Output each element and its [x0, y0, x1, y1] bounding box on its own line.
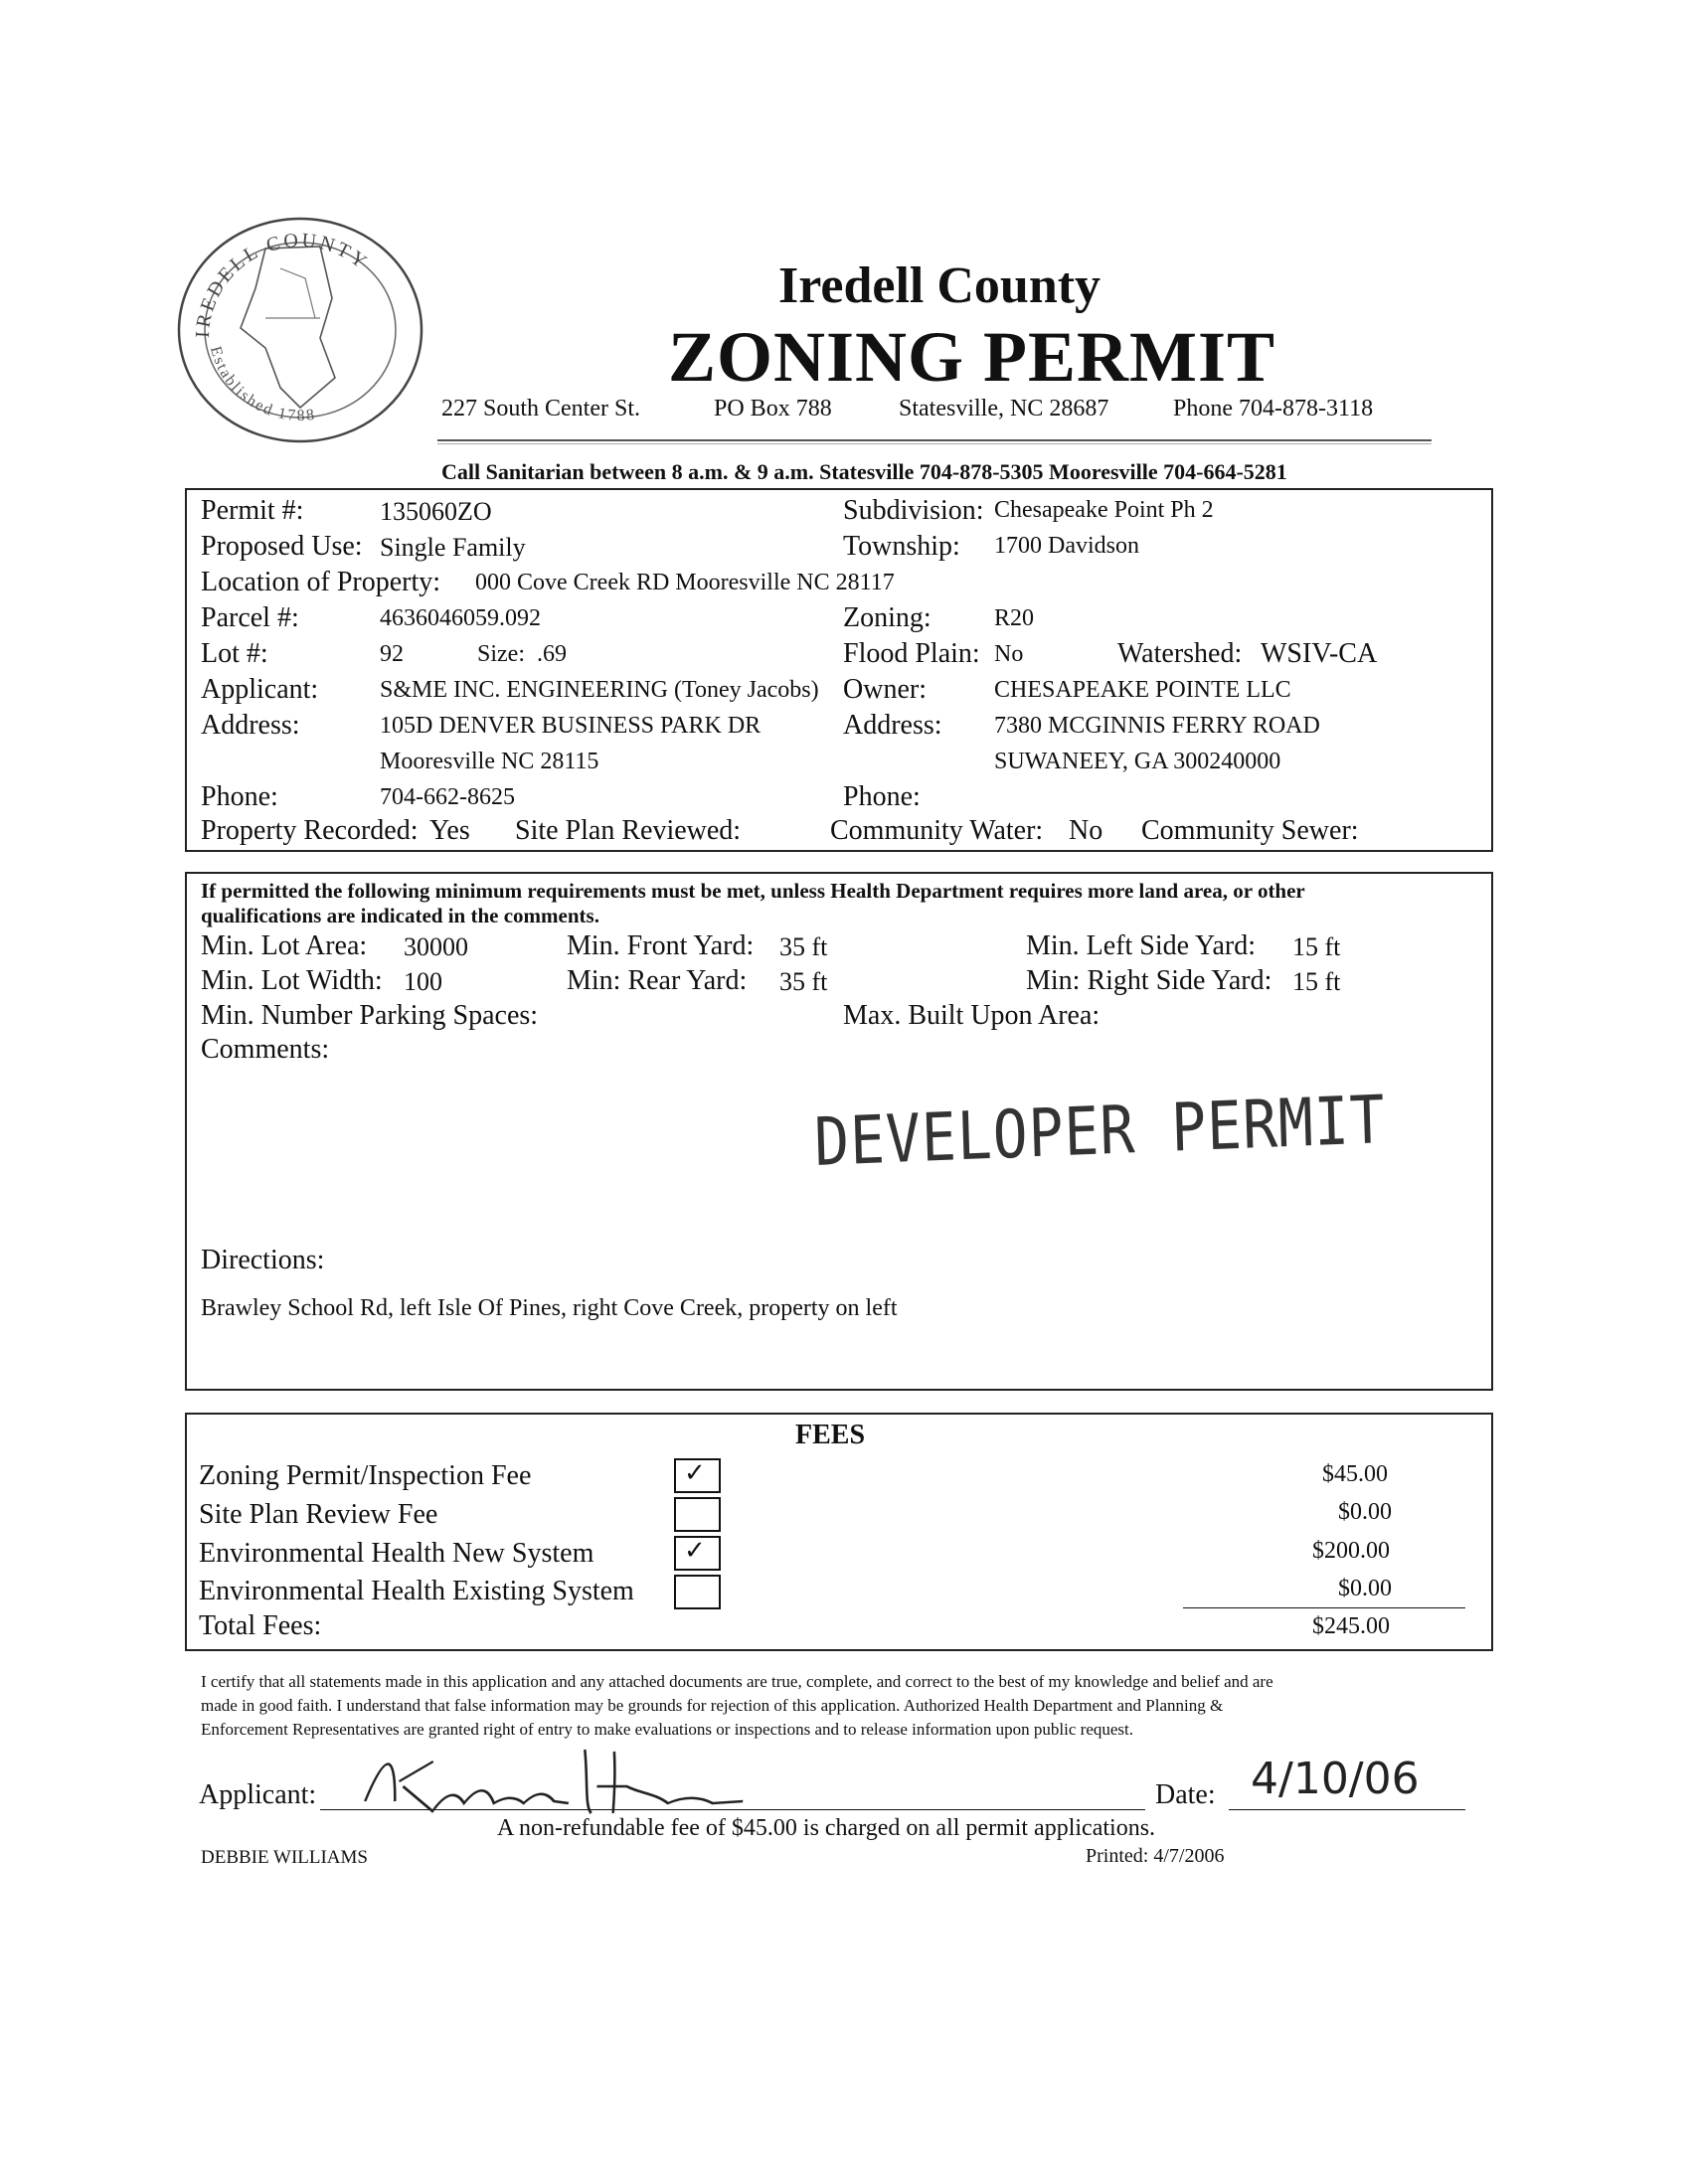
location-label: Location of Property: [201, 567, 441, 597]
location-value: 000 Cove Creek RD Mooresville NC 28117 [475, 570, 895, 595]
fee-amount-site-plan: $0.00 [1338, 1499, 1392, 1525]
seal-top-text: IREDELL COUNTY [191, 229, 374, 339]
max-built-area-label: Max. Built Upon Area: [843, 1000, 1101, 1031]
office-city: Statesville, NC 28687 [899, 396, 1109, 421]
min-rear-yard-value: 35 ft [779, 967, 828, 996]
min-rear-yard-label: Min: Rear Yard: [567, 965, 748, 996]
min-lot-width-label: Min. Lot Width: [201, 965, 383, 996]
county-name: Iredell County [778, 257, 1101, 314]
applicant-value: S&ME INC. ENGINEERING (Toney Jacobs) [380, 677, 819, 703]
county-seal [171, 209, 429, 445]
community-water-label: Community Water: [830, 815, 1044, 846]
community-sewer-label: Community Sewer: [1141, 815, 1359, 846]
total-fees-label: Total Fees: [199, 1610, 322, 1641]
fee-amount-env-new: $200.00 [1312, 1538, 1390, 1564]
township-label: Township: [843, 531, 960, 562]
permit-number-label: Permit #: [201, 495, 304, 526]
min-right-side-yard-label: Min: Right Side Yard: [1026, 965, 1272, 996]
certification-line-2: made in good faith. I understand that false information may be grounds for rejection of this application. Authorized Health Department and Planning & [201, 1696, 1224, 1715]
applicant-phone-label: Phone: [201, 781, 278, 812]
fee-label-zoning: Zoning Permit/Inspection Fee [199, 1460, 532, 1491]
min-lot-area-label: Min. Lot Area: [201, 930, 368, 961]
requirements-intro: If permitted the following minimum requirements must be met, unless Health Department requires more land area, or other [201, 879, 1305, 903]
fee-amount-zoning: $45.00 [1322, 1461, 1388, 1487]
size-value: .69 [537, 641, 567, 667]
fee-note: A non-refundable fee of $45.00 is charged on all permit applications. [497, 1815, 1156, 1841]
clerk-name: DEBBIE WILLIAMS [201, 1847, 368, 1868]
min-front-yard-label: Min. Front Yard: [567, 930, 755, 961]
checkmark-icon: ✓ [684, 1458, 706, 1488]
directions-value: Brawley School Rd, left Isle Of Pines, right Cove Creek, property on left [201, 1295, 898, 1321]
header-rule [437, 439, 1432, 441]
parcel-label: Parcel #: [201, 602, 299, 633]
applicant-phone-value: 704-662-8625 [380, 784, 515, 810]
applicant-address-line1: 105D DENVER BUSINESS PARK DR [380, 713, 762, 739]
owner-address-line2: SUWANEEY, GA 300240000 [994, 749, 1281, 774]
date-line [1229, 1809, 1465, 1810]
fee-checkbox-env-new[interactable] [674, 1536, 721, 1571]
header-rule-thin [437, 443, 1432, 444]
permit-number-value: 135060ZO [380, 497, 492, 526]
owner-value: CHESAPEAKE POINTE LLC [994, 677, 1291, 703]
applicant-signature-label: Applicant: [199, 1779, 317, 1810]
page-title: ZONING PERMIT [668, 317, 1276, 397]
subdivision-label: Subdivision: [843, 495, 984, 526]
developer-permit-stamp: DEVELOPER PERMIT [813, 1080, 1387, 1182]
size-label: Size: [477, 641, 525, 667]
applicant-address-label: Address: [201, 710, 300, 741]
min-parking-label: Min. Number Parking Spaces: [201, 1000, 539, 1031]
lot-label: Lot #: [201, 638, 268, 669]
zoning-label: Zoning: [843, 602, 932, 633]
date-label: Date: [1155, 1779, 1216, 1810]
fee-label-env-new: Environmental Health New System [199, 1538, 594, 1569]
office-phone: Phone 704-878-3118 [1173, 396, 1374, 421]
certification-line-1: I certify that all statements made in this application and any attached documents are true, complete, and correct to the best of my knowledge and belief and are [201, 1672, 1273, 1691]
fee-amount-env-existing: $0.00 [1338, 1576, 1392, 1601]
seal-bottom-text: Established 1788 [206, 344, 318, 424]
min-front-yard-value: 35 ft [779, 932, 828, 961]
comments-label: Comments: [201, 1034, 330, 1065]
flood-plain-value: No [994, 641, 1024, 667]
property-recorded-label: Property Recorded: [201, 815, 419, 846]
fee-checkbox-env-existing[interactable] [674, 1575, 721, 1609]
min-left-side-yard-label: Min. Left Side Yard: [1026, 930, 1256, 961]
owner-address-label: Address: [843, 710, 942, 741]
flood-plain-label: Flood Plain: [843, 638, 980, 669]
fee-checkbox-site-plan[interactable] [674, 1497, 721, 1532]
parcel-value: 4636046059.092 [380, 605, 541, 631]
subdivision-value: Chesapeake Point Ph 2 [994, 497, 1214, 523]
owner-phone-label: Phone: [843, 781, 921, 812]
owner-label: Owner: [843, 674, 927, 705]
fee-total-rule [1183, 1607, 1465, 1608]
office-address: 227 South Center St. [441, 396, 641, 421]
owner-address-line1: 7380 MCGINNIS FERRY ROAD [994, 713, 1320, 739]
watershed-label: Watershed: [1117, 638, 1243, 669]
directions-label: Directions: [201, 1245, 325, 1275]
certification-line-3: Enforcement Representatives are granted right of entry to make evaluations or inspections and to release information upon public request. [201, 1720, 1133, 1739]
requirements-intro-2: qualifications are indicated in the comments. [201, 904, 599, 927]
office-po-box: PO Box 788 [714, 396, 832, 421]
applicant-address-line2: Mooresville NC 28115 [380, 749, 599, 774]
fees-title: FEES [795, 1420, 866, 1450]
fee-label-site-plan: Site Plan Review Fee [199, 1499, 438, 1530]
site-plan-reviewed-label: Site Plan Reviewed: [515, 815, 742, 846]
sanitarian-note: Call Sanitarian between 8 a.m. & 9 a.m. Statesville 704-878-5305 Mooresville 704-664-5281 [441, 459, 1287, 484]
fee-label-env-existing: Environmental Health Existing System [199, 1576, 634, 1606]
min-right-side-yard-value: 15 ft [1292, 967, 1341, 996]
applicant-label: Applicant: [201, 674, 319, 705]
proposed-use-value: Single Family [380, 533, 526, 562]
township-value: 1700 Davidson [994, 533, 1139, 559]
checkmark-icon: ✓ [684, 1536, 706, 1566]
min-lot-width-value: 100 [404, 967, 442, 996]
property-recorded-value: Yes [429, 815, 470, 846]
watershed-value: WSIV-CA [1261, 638, 1378, 669]
proposed-use-label: Proposed Use: [201, 531, 363, 562]
min-lot-area-value: 30000 [404, 932, 468, 961]
zoning-value: R20 [994, 605, 1035, 631]
lot-value: 92 [380, 641, 404, 667]
community-water-value: No [1069, 815, 1103, 846]
handwritten-date: 4/10/06 [1251, 1754, 1420, 1804]
printed-date: Printed: 4/7/2006 [1086, 1845, 1225, 1867]
total-fees-value: $245.00 [1312, 1613, 1390, 1639]
fee-checkbox-zoning[interactable] [674, 1458, 721, 1493]
min-left-side-yard-value: 15 ft [1292, 932, 1341, 961]
